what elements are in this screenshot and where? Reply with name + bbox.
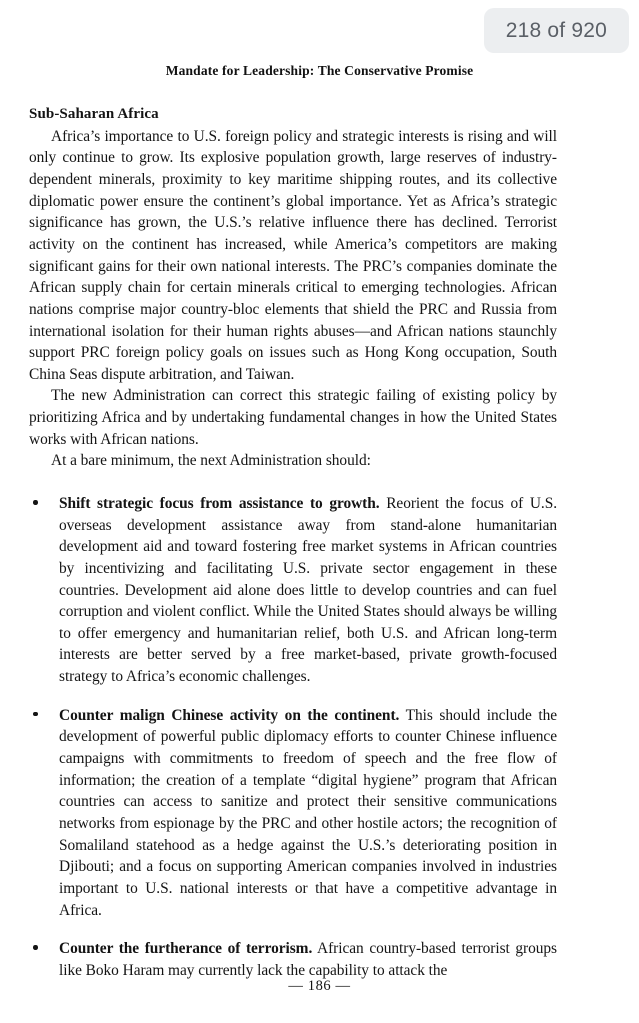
- bullet-dot-icon: [33, 945, 38, 950]
- page-counter-badge: 218 of 920: [484, 8, 629, 53]
- paragraph-2: The new Administration can correct this strategic failing of existing policy by prioritizing Africa and by undertaking fundamental changes in how the United States works with African nations.: [29, 387, 557, 448]
- list-item-lead: Shift strategic focus from assistance to growth.: [59, 495, 380, 512]
- list-item-text: This should include the development of powerful public diplomacy efforts to counter Chinese influence campaigns with commitments to freedom of speech and the free flow of information; the creation of a template “digital hygiene” program that African countries can access to sanitize and protect their sensitive communications networks from espionage by the PRC and other hostile actors; the recognition of Somaliland statehood as a hedge against the U.S.’s deteriorating position in Djibouti; and a focus on supporting American companies involved in industries important to U.S. national interests or that have a competitive advantage in Africa.: [59, 706, 557, 919]
- paragraph-3: At a bare minimum, the next Administration should:: [51, 452, 371, 470]
- bullet-dot-icon: [33, 500, 38, 505]
- list-item-lead: Counter the furtherance of terrorism.: [59, 940, 313, 958]
- list-item-text: Reorient the focus of U.S. overseas development assistance away from stand-alone humanitarian development aid and toward fostering free market systems in African countries by incentivizing and facilitating U.S. private sector engagement in these countries. Development aid alone does little to develop countries and can fuel corruption and violent conflict. While the United States should always be willing to offer emergency and humanitarian relief, both U.S. and African long-term interests are better served by a free market-based, private growth-focused strategy to Africa’s economic challenges.: [59, 495, 557, 686]
- list-item-text: African country-based terrorist groups like Boko Haram may currently lack the capability to attack the: [59, 940, 557, 979]
- list-item-lead: Counter malign Chinese activity on the continent.: [59, 706, 400, 724]
- list-item: [29, 705, 557, 921]
- paragraph-1: Africa’s importance to U.S. foreign policy and strategic interests is rising and will only continue to grow. Its explosive population growth, large reserves of industry-dependent minerals, proximity to key maritime shipping routes, and its collective diplomatic power ensure the continent’s global importance. Yet as Africa’s strategic significance has grown, the U.S.’s relative influence there has declined. Terrorist activity on the continent has increased, while America’s competitors are making significant gains for their own national interests. The PRC’s companies dominate the African supply chain for certain minerals critical to emerging technologies. African nations comprise major country-bloc elements that shield the PRC and Russia from international isolation for their human rights abuses—and African nations staunchly support PRC foreign policy goals on issues such as Hong Kong occupation, South China Seas dispute arbitration, and Taiwan.: [29, 127, 557, 383]
- list-item: [29, 493, 557, 688]
- section-heading: Sub-Saharan Africa: [29, 106, 159, 122]
- page-body: [29, 105, 557, 981]
- running-head: Mandate for Leadership: The Conservative Promise: [165, 63, 474, 78]
- page-folio: — 186 —: [288, 978, 351, 994]
- list-item: [29, 938, 557, 981]
- recommendation-list: [29, 493, 557, 981]
- bullet-dot-icon: [33, 712, 38, 717]
